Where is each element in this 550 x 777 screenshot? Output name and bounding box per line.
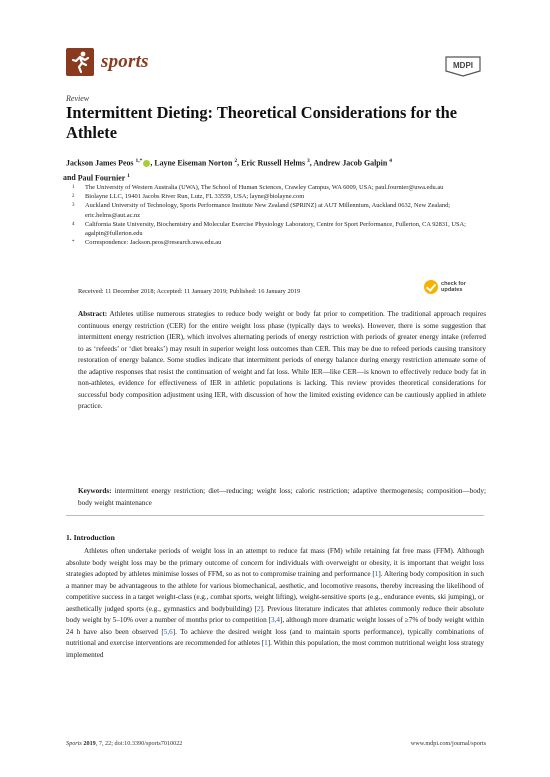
citation-link[interactable]: 5,6 — [163, 627, 173, 636]
section-divider — [66, 515, 484, 516]
affiliation-text: Biolayne LLC, 19401 Jacobs River Run, Lutz, FL 33559, USA; layne@biolayne.com — [85, 193, 305, 201]
author-affiliation-marks: 4 — [389, 158, 392, 164]
footer-journal: Sports — [66, 740, 82, 747]
publisher-name: MDPI — [453, 61, 473, 70]
publication-dates: Received: 11 December 2018; Accepted: 11 January 2019; Published: 16 January 2019 — [78, 288, 301, 295]
abstract — [78, 309, 486, 413]
author-name: Layne Eiseman Norton — [154, 158, 233, 168]
affiliation-number: * — [72, 240, 75, 246]
footer-year: 2019 — [83, 740, 96, 747]
affiliation-item — [72, 238, 484, 247]
author-affiliation-marks: 1 — [127, 172, 130, 179]
author-name: Paul Fournier — [77, 173, 126, 183]
check-for-updates-icon — [424, 280, 438, 294]
affiliation-number: 1 — [72, 185, 75, 190]
keywords — [78, 486, 486, 509]
affiliation-item — [72, 183, 484, 192]
author-list: Jackson James Peos $^{1,*}$ , Layne Eiseman Norton $^2$, Eric Russell Helms $^3$, Andrew Jacob Galpin $^4$ and Paul Fournier $^1$ — [63, 158, 392, 183]
affiliation-item — [72, 220, 484, 238]
affiliation-number: 4 — [72, 221, 75, 227]
runner-icon — [66, 48, 94, 76]
author-name: Andrew Jacob Galpin — [313, 158, 388, 168]
section-body: Athletes often undertake periods of weight loss in an attempt to reduce fat mass (FM) while retaining fat free mass (FFM). Although absolute body weight loss may be the primary outcome of concern for individuals with overweight or obesity, it is important that weight loss strategies adopted by athletes minimise losses of FFM, so as not to compromise training and performance [1]. Altering body composition in such a manner may be advantageous to the athlete for various biomechanical, aesthetic, and locomotive reasons, thereby increasing the likelihood of competitive success in a target weight-class (e.g., combat sports, weight lifting), weight-sensitive sports (e.g., endurance events, ski jumping), or aesthetically judged sports (e.g., gymnastics and bodybuilding) [2]. Previous literature indicates that athletes commonly reduce their absolute body weight by 5–10% over a number of months prior to competition [3,4], although more dramatic weight losses of ≥7% of body weight within 24 h have also been observed [5,6]. To achieve the desired weight loss (and to maintain sports performance), typically combinations of nutritional and exercise interventions are recommended for athletes [1]. Within this population, the most common nutritional weight loss strategy implemented — [66, 547, 484, 659]
affiliation-list — [72, 183, 484, 247]
citation-link[interactable]: 2 — [256, 604, 261, 613]
abstract-text: Athletes utilise numerous strategies to reduce body weight or body fat prior to competition. The traditional approach requires continuous energy restriction (CER) for the entire weight loss phase (typically days to weeks). However, there is some suggestion that intermittent energy restriction (IER), which involves alternating periods of energy restriction with periods of greater energy intake (referred to as ‘refeeds’ or ‘diet breaks’) may result in superior weight loss outcomes than CER. This may be due to refeed periods causing transitory restoration of energy balance. Some studies indicate that intermittent periods of energy balance during energy restriction attenuate some of the adaptive responses that resist the continuation of weight and fat loss. While IER—like CER—is known to effectively reduce body fat in non-athletes, evidence for effectiveness of IER in athletic populations is lacking. This review provides theoretical considerations for successful body composition adjustment using IER, with discussion of how the limited existing evidence can be cautiously applied in athlete practice. — [78, 310, 486, 411]
abstract-label: Abstract: — [78, 310, 108, 318]
affiliation-number: 3 — [72, 203, 75, 209]
affiliation-text: Correspondence: Jackson.peos@research.uwa.edu.au — [85, 239, 222, 247]
article-title: Intermittent Dieting: Theoretical Considerations for the Athlete — [66, 103, 458, 142]
citation-link[interactable]: 1 — [264, 639, 268, 648]
affiliation-text: California State University, Biochemistry and Molecular Exercise Physiology Laboratory, Centre for Sport Performance, Fullerton, CA 92831, USA; agalpin@fullerton.edu — [85, 220, 466, 238]
author-name: Jackson James Peos — [66, 158, 134, 168]
check-for-updates-button[interactable] — [424, 278, 484, 296]
affiliation-item — [72, 192, 484, 201]
author-affiliation-marks: 3 — [307, 158, 310, 164]
citation-link[interactable]: 3,4 — [270, 616, 280, 625]
article-type: Review — [66, 94, 90, 103]
citation-link[interactable]: 1 — [374, 570, 379, 579]
journal-name: sports — [101, 51, 149, 72]
affiliation-item — [72, 201, 484, 219]
journal-logo[interactable] — [66, 48, 149, 76]
keywords-text: intermittent energy restriction; diet—reducing; weight loss; caloric restriction; adaptive thermogenesis; composition—body; body weight maintenance — [78, 487, 487, 507]
footer-url[interactable]: www.mdpi.com/journal/sports — [410, 740, 486, 747]
check-for-updates-label: check for updates — [441, 281, 466, 293]
author-affiliation-marks: 1,* — [135, 158, 143, 164]
author-affiliation-marks: 2 — [234, 158, 238, 164]
affiliation-number: 2 — [72, 194, 75, 200]
keywords-label: Keywords: — [78, 487, 112, 495]
affiliation-text: The University of Western Australia (UWA), The School of Human Sciences, Crawley Campus, WA 6009, USA; paul.fournier@uwa.edu.au — [85, 184, 444, 191]
footer-doi[interactable]: , 7, 22; doi:10.3390/sports7010022 — [95, 740, 183, 747]
footer-citation — [66, 740, 182, 747]
mdpi-logo[interactable] — [442, 55, 484, 77]
section-heading: 1. Introduction — [66, 533, 115, 542]
author-name: Eric Russell Helms — [241, 158, 306, 168]
affiliation-text: Auckland University of Technology, Sports Performance Institute New Zealand (SPRINZ) at AUT Millennium, Auckland 0632, New Zealand; eric.helms@aut.ac.nz — [85, 202, 451, 219]
